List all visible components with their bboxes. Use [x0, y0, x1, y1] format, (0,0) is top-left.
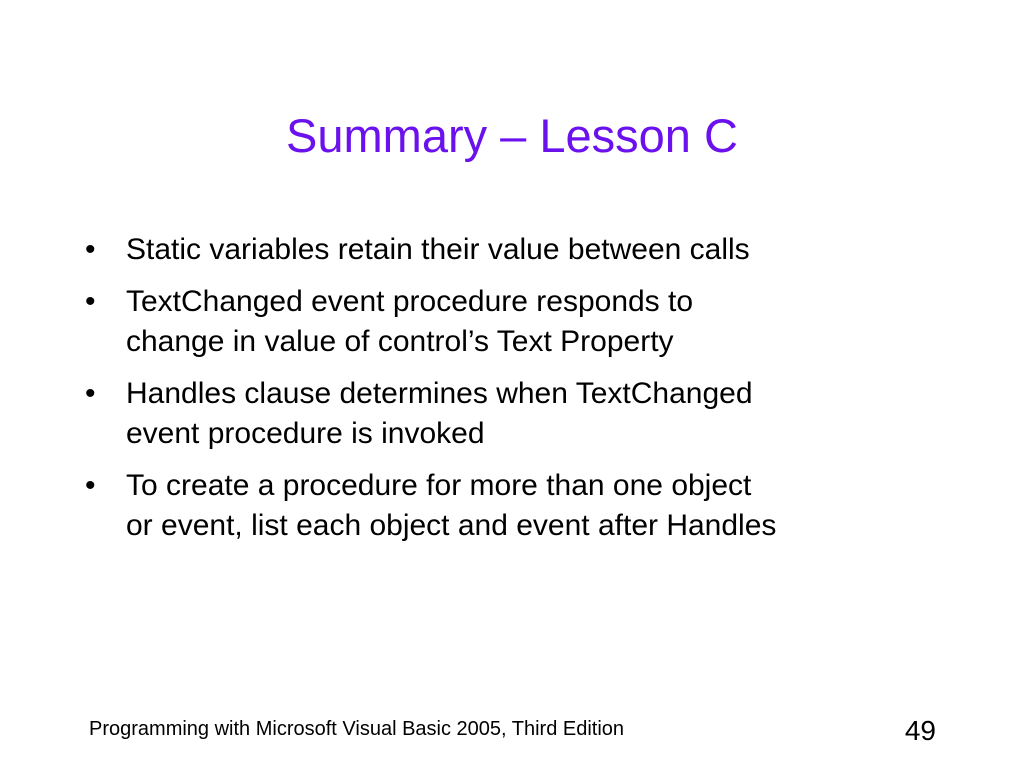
bullet-dot-icon: •	[85, 469, 96, 502]
bullet-line: change in value of control’s Text Property	[126, 325, 674, 358]
bullet-dot-icon: •	[85, 285, 96, 318]
bullet-line: event procedure is invoked	[126, 417, 485, 450]
slide-title: Summary – Lesson C	[286, 109, 738, 162]
slide-footer: Programming with Microsoft Visual Basic 2005, Third Edition	[89, 718, 625, 740]
bullet-item-1	[85, 230, 965, 270]
page-number: 49	[904, 715, 936, 746]
bullet-line: Static variables retain their value between calls	[126, 233, 750, 266]
bullet-line: To create a procedure for more than one object	[126, 469, 752, 502]
bullet-dot-icon: •	[85, 377, 96, 410]
bullet-item-4	[85, 466, 965, 546]
bullet-dot-icon: •	[85, 233, 96, 266]
bullet-line: TextChanged event procedure responds to	[126, 285, 694, 318]
bullet-list	[85, 230, 965, 558]
bullet-line: or event, list each object and event after Handles	[126, 509, 777, 542]
bullet-item-3	[85, 374, 965, 454]
bullet-item-2	[85, 282, 965, 362]
bullet-line: Handles clause determines when TextChanged	[126, 377, 753, 410]
